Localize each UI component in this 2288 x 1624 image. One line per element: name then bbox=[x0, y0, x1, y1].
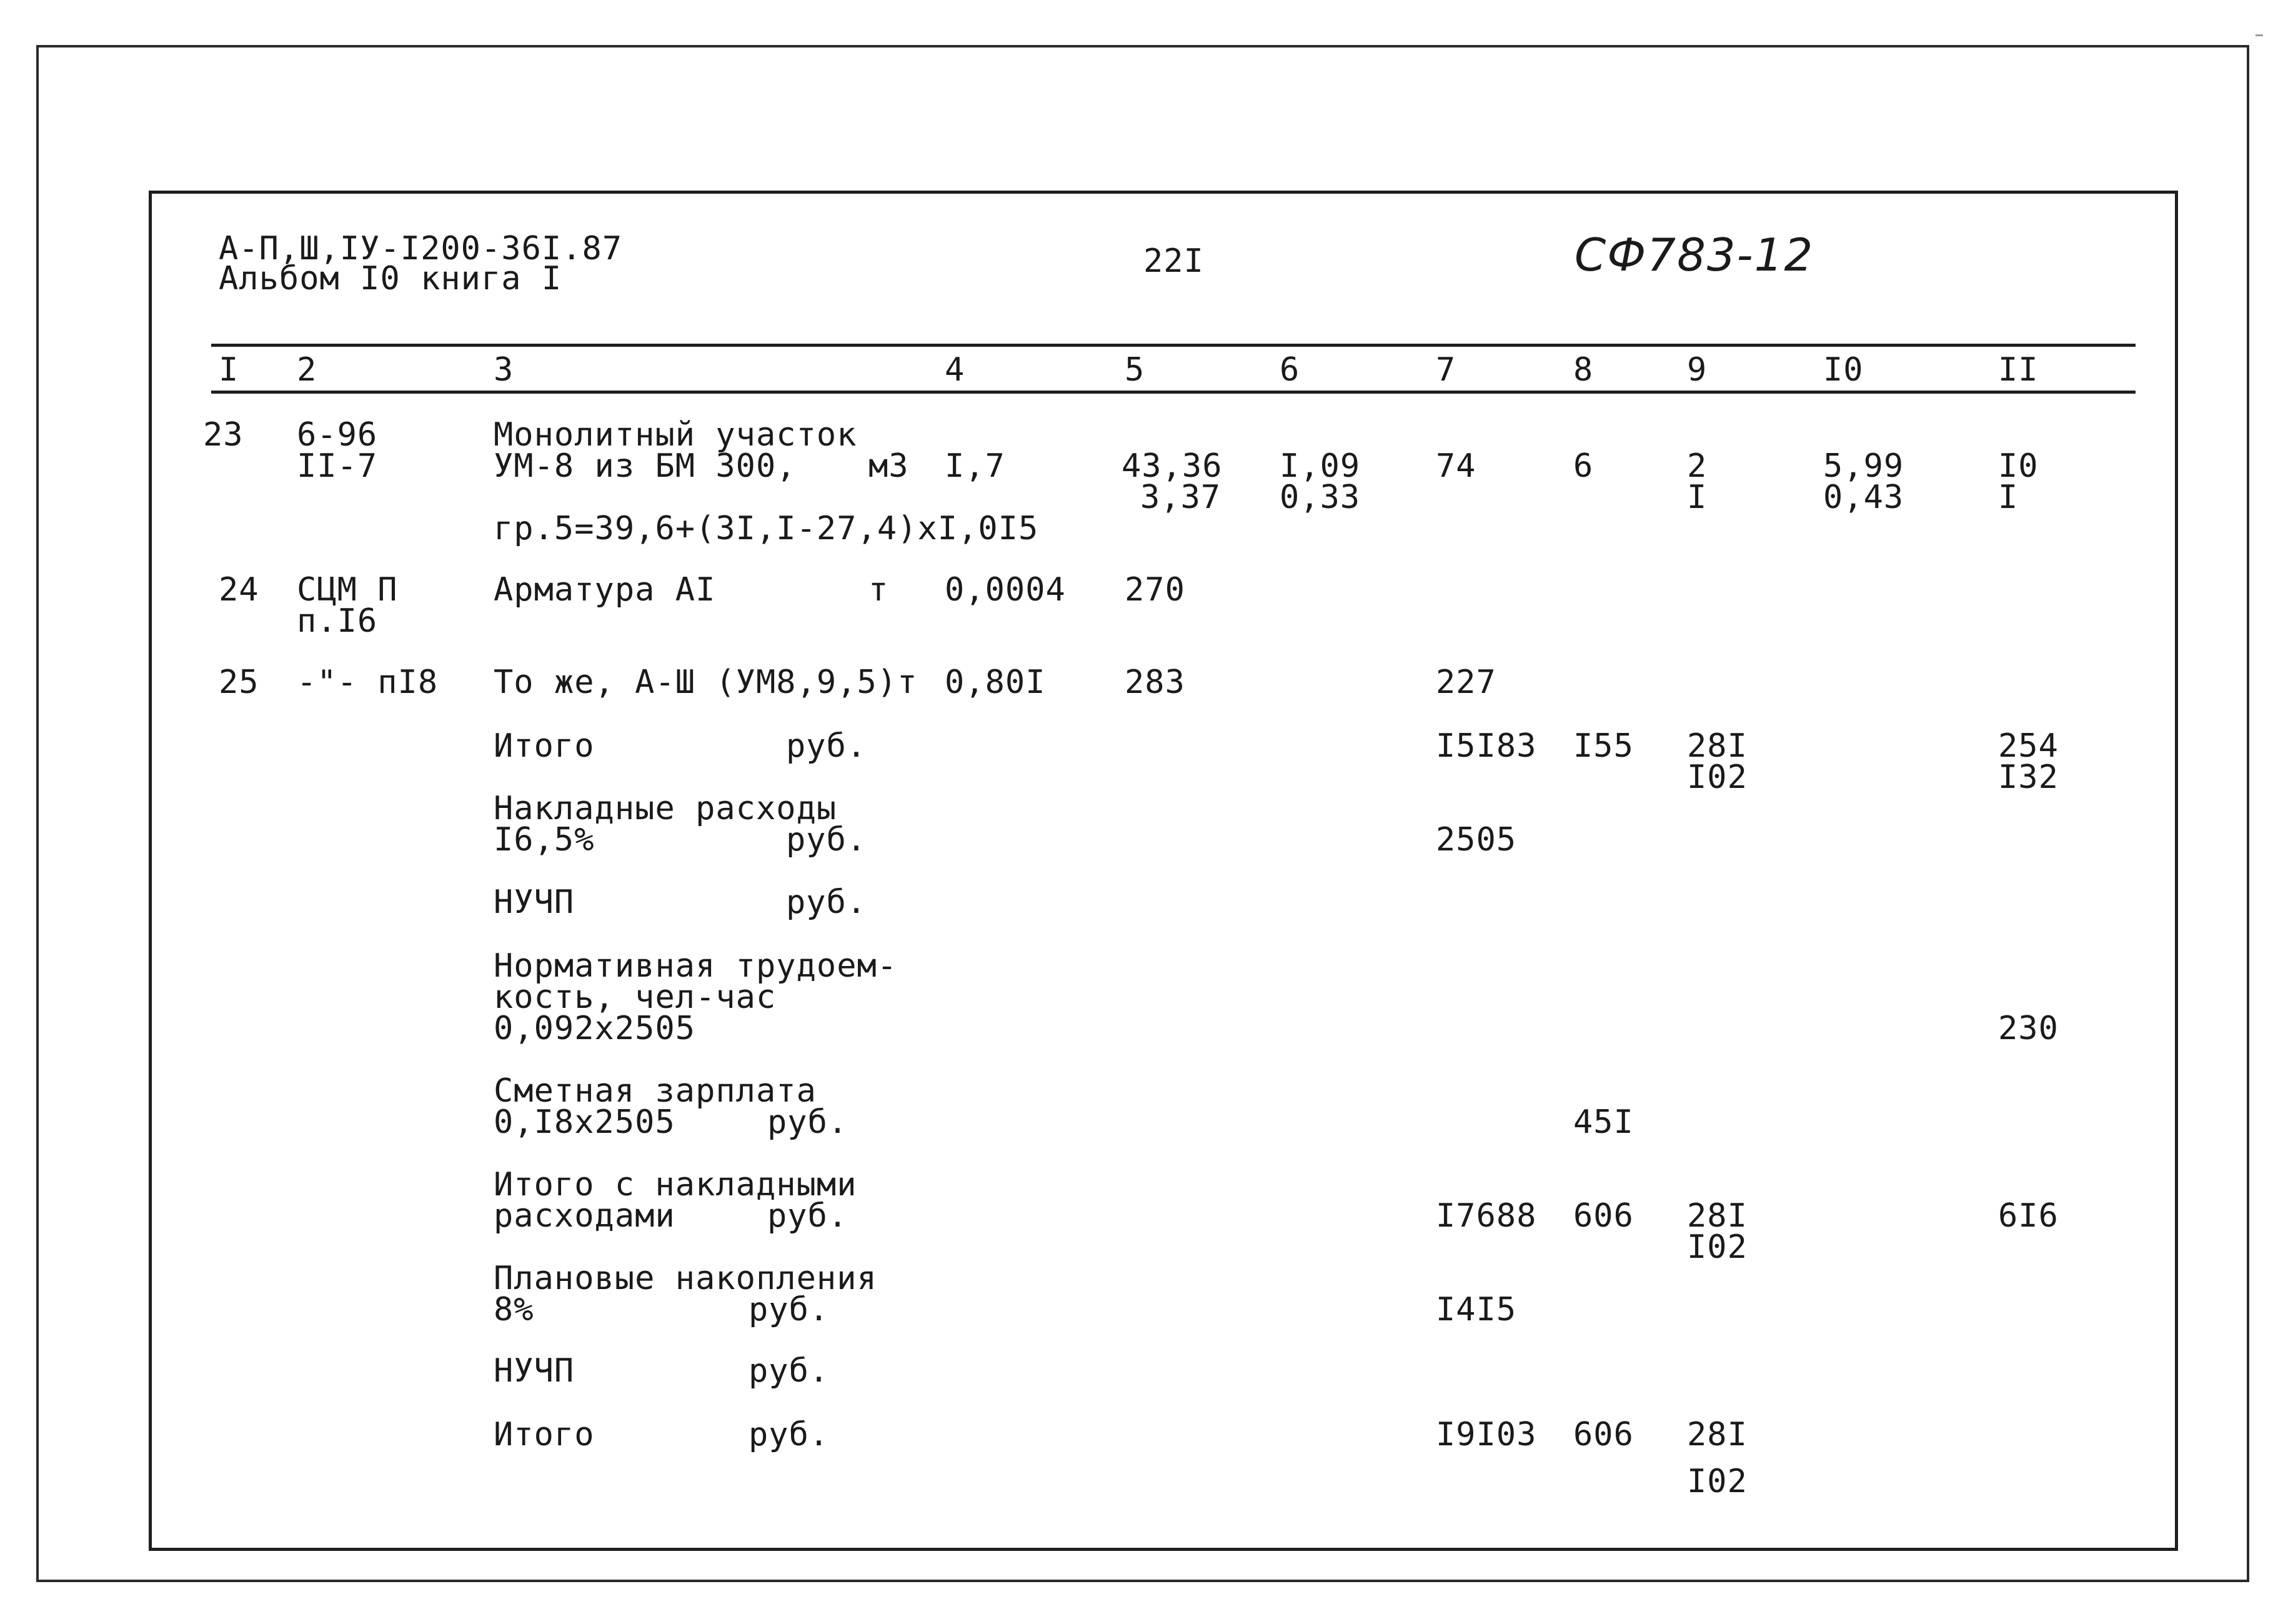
summary-labor-label-3: 0,092x2505 bbox=[494, 1010, 696, 1047]
summary-total-c11-2: I32 bbox=[1998, 759, 2059, 796]
row-23-desc-1: Монолитный участок bbox=[494, 416, 857, 454]
row-23-unit: м3 bbox=[868, 447, 909, 485]
summary-overhead-label-2: I6,5% bbox=[494, 821, 595, 859]
summary-total-overhead-c9-1: 28I bbox=[1687, 1197, 1748, 1235]
row-23-c7: 74 bbox=[1436, 447, 1476, 485]
row-25-code: -"- пI8 bbox=[297, 664, 439, 701]
summary-total-c11-1: 254 bbox=[1998, 727, 2059, 765]
corner-mark bbox=[2256, 34, 2263, 36]
summary-nuchp-unit: руб. bbox=[786, 884, 867, 921]
col-header-9: 9 bbox=[1687, 351, 1708, 389]
row-23-c9-2: I bbox=[1687, 479, 1708, 516]
row-25-c7: 227 bbox=[1436, 664, 1496, 701]
col-header-4: 4 bbox=[945, 351, 965, 389]
row-23-desc-2: УМ-8 из БМ 300, bbox=[494, 447, 797, 485]
summary-planned-unit: руб. bbox=[749, 1291, 830, 1328]
row-23-c8: 6 bbox=[1573, 447, 1594, 485]
summary-total-overhead-unit: руб. bbox=[767, 1197, 848, 1235]
header-rule-top bbox=[211, 344, 2136, 347]
summary-wage-unit: руб. bbox=[767, 1103, 848, 1141]
row-23-c9-1: 2 bbox=[1687, 447, 1708, 485]
header-rule-bottom bbox=[211, 391, 2136, 394]
col-header-6: 6 bbox=[1280, 351, 1300, 389]
row-25-desc: То же, А-Ш (УМ8,9,5)т bbox=[494, 664, 918, 701]
col-header-7: 7 bbox=[1436, 351, 1456, 389]
row-23-c10-1: 5,99 bbox=[1823, 447, 1904, 485]
summary-wage-label-2: 0,I8x2505 bbox=[494, 1103, 675, 1141]
summary-total-label: Итого bbox=[494, 727, 595, 765]
row-23-c6-2: 0,33 bbox=[1280, 479, 1361, 516]
summary-total-overhead-label-2: расходами bbox=[494, 1197, 675, 1235]
summary-planned-label-1: Плановые накопления bbox=[494, 1260, 877, 1297]
row-25-c5: 283 bbox=[1125, 664, 1185, 701]
summary-grand-total-c9-2: I02 bbox=[1687, 1463, 1748, 1500]
summary-overhead-c7: 2505 bbox=[1436, 821, 1517, 859]
summary-grand-total-unit: руб. bbox=[749, 1416, 830, 1453]
summary-total-overhead-c7: I7688 bbox=[1436, 1197, 1537, 1235]
summary-total-overhead-c9-2: I02 bbox=[1687, 1228, 1748, 1266]
row-25-qty: 0,80I bbox=[945, 664, 1046, 701]
row-23-num: 23 bbox=[203, 416, 244, 454]
summary-total-c8: I55 bbox=[1573, 727, 1634, 765]
series-line: А-П,Ш,IУ-I200-36I.87 bbox=[219, 230, 623, 267]
col-header-5: 5 bbox=[1125, 351, 1145, 389]
summary-labor-c11: 230 bbox=[1998, 1010, 2059, 1047]
summary-nuchp2-unit: руб. bbox=[749, 1352, 830, 1390]
inner-frame bbox=[149, 191, 2178, 1551]
col-header-10: I0 bbox=[1823, 351, 1864, 389]
row-24-code-1: СЦМ П bbox=[297, 571, 398, 609]
row-23-c5-2: 3,37 bbox=[1140, 479, 1221, 516]
doc-code: СФ783-12 bbox=[1574, 229, 1814, 281]
summary-nuchp2-label: НУЧП bbox=[494, 1352, 575, 1390]
row-23-note: гр.5=39,6+(3I,I-27,4)xI,0I5 bbox=[494, 510, 1039, 547]
summary-total-overhead-label-1: Итого с накладными bbox=[494, 1166, 857, 1203]
col-header-11: II bbox=[1998, 351, 2039, 389]
row-24-qty: 0,0004 bbox=[945, 571, 1066, 609]
summary-total-c7: I5I83 bbox=[1436, 727, 1537, 765]
summary-labor-label-1: Нормативная трудоем- bbox=[494, 947, 898, 985]
row-23-code-1: 6-96 bbox=[297, 416, 378, 454]
row-24-unit: т bbox=[868, 571, 889, 609]
summary-nuchp-label: НУЧП bbox=[494, 884, 575, 921]
summary-total-unit: руб. bbox=[786, 727, 867, 765]
row-25-num: 25 bbox=[219, 664, 259, 701]
summary-labor-label-2: кость, чел-час bbox=[494, 979, 777, 1016]
col-header-1: I bbox=[219, 351, 239, 389]
summary-wage-c8: 45I bbox=[1573, 1103, 1634, 1141]
summary-wage-label-1: Сметная зарплата bbox=[494, 1072, 817, 1110]
page-number: 22I bbox=[1143, 242, 1204, 280]
row-24-num: 24 bbox=[219, 571, 259, 609]
summary-total-c9-1: 28I bbox=[1687, 727, 1748, 765]
col-header-2: 2 bbox=[297, 351, 317, 389]
summary-planned-label-2: 8% bbox=[494, 1291, 534, 1328]
row-23-c11-2: I bbox=[1998, 479, 2019, 516]
col-header-3: 3 bbox=[494, 351, 514, 389]
row-23-c5-1: 43,36 bbox=[1122, 447, 1223, 485]
summary-total-overhead-c11: 6I6 bbox=[1998, 1197, 2059, 1235]
summary-total-c9-2: I02 bbox=[1687, 759, 1748, 796]
row-24-desc: Арматура АI bbox=[494, 571, 716, 609]
summary-total-overhead-c8: 606 bbox=[1573, 1197, 1634, 1235]
summary-overhead-label-1: Накладные расходы bbox=[494, 790, 837, 827]
row-23-c11-1: I0 bbox=[1998, 447, 2039, 485]
summary-grand-total-c9-1: 28I bbox=[1687, 1416, 1748, 1453]
summary-grand-total-c7: I9I03 bbox=[1436, 1416, 1537, 1453]
summary-grand-total-c8: 606 bbox=[1573, 1416, 1634, 1453]
row-23-c6-1: I,09 bbox=[1280, 447, 1361, 485]
row-24-code-2: п.I6 bbox=[297, 602, 378, 640]
row-24-c5: 270 bbox=[1125, 571, 1185, 609]
row-23-c10-2: 0,43 bbox=[1823, 479, 1904, 516]
summary-grand-total-label: Итого bbox=[494, 1416, 595, 1453]
summary-planned-c7: I4I5 bbox=[1436, 1291, 1517, 1328]
album-line: Альбом I0 книга I bbox=[219, 260, 562, 297]
col-header-8: 8 bbox=[1573, 351, 1594, 389]
row-23-code-2: II-7 bbox=[297, 447, 378, 485]
summary-overhead-unit: руб. bbox=[786, 821, 867, 859]
row-23-qty: I,7 bbox=[945, 447, 1005, 485]
